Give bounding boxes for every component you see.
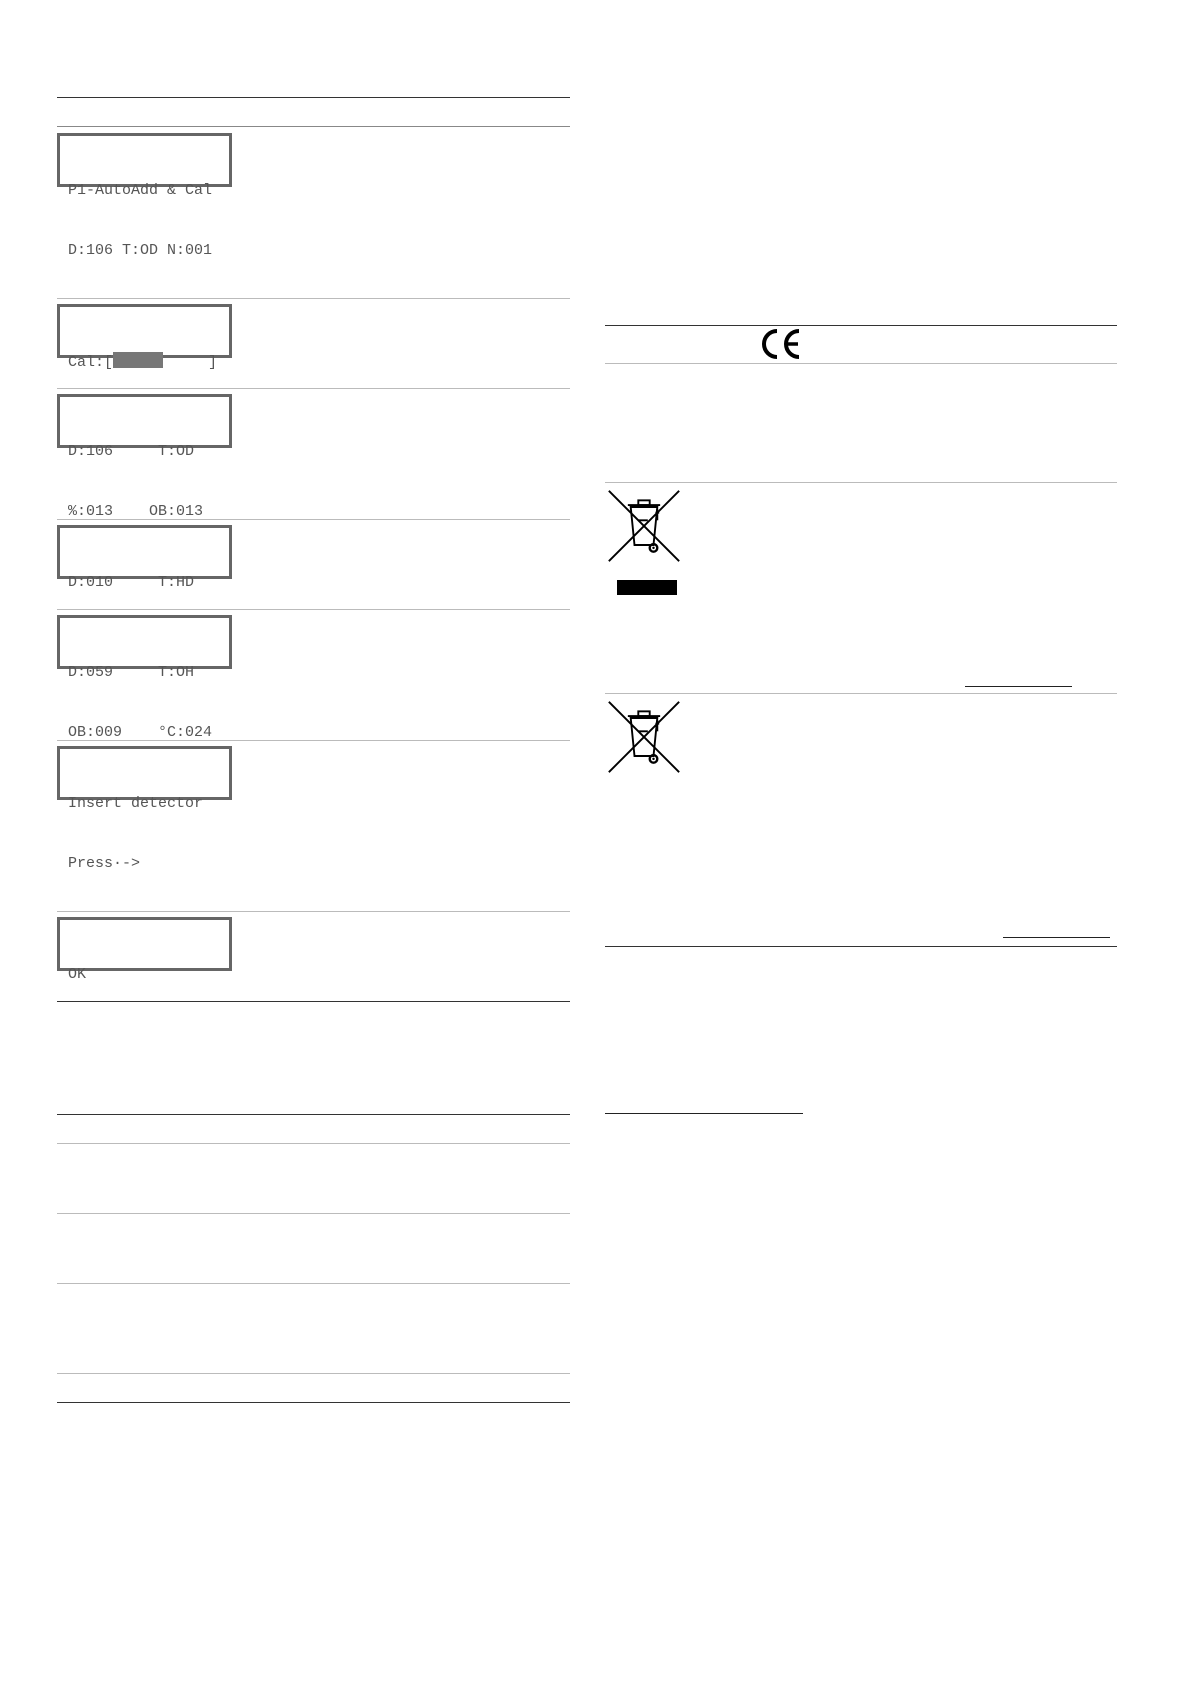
lcd-screen-calibration xyxy=(57,304,232,371)
lcd-line-1: D:059 T:OH xyxy=(68,664,195,681)
table-header-rule xyxy=(57,126,570,127)
lcd-line-2: %:013 OB:013 xyxy=(68,503,204,520)
lcd-line-2: D:106 T:OD N:001 xyxy=(68,242,213,259)
link-underline xyxy=(1003,937,1110,938)
lcd-screen-multi-detector xyxy=(57,615,232,741)
row-divider xyxy=(57,1213,570,1214)
ce-mark-icon xyxy=(757,327,803,361)
calibration-progress-bar xyxy=(113,352,163,368)
regulatory-bottom-rule xyxy=(605,946,1117,947)
lcd-screen-optical-detector xyxy=(57,394,232,520)
row-divider xyxy=(57,1283,570,1284)
link-underline xyxy=(965,686,1072,687)
lcd-screen-heat-detector xyxy=(57,525,232,591)
regulatory-row-divider xyxy=(605,363,1117,364)
table2-top-rule xyxy=(57,1114,570,1115)
lcd-line-1: OK xyxy=(68,966,87,983)
lcd-cal-suffix: ] xyxy=(163,354,218,371)
lcd-line-1: P1-AutoAdd & Cal xyxy=(68,182,213,199)
regulatory-row-divider xyxy=(605,693,1117,694)
lcd-screen-autoadd xyxy=(57,133,232,259)
lcd-line-1: D:010 T:HD xyxy=(68,574,195,591)
crossed-out-wheelie-bin-icon xyxy=(606,699,682,775)
table-top-rule xyxy=(57,97,570,98)
lcd-line-1: Insert detector xyxy=(68,795,204,812)
table2-header-rule xyxy=(57,1143,570,1144)
lcd-line-2: OB:009 °C:024 xyxy=(68,724,213,741)
crossed-out-wheelie-bin-icon xyxy=(606,488,682,564)
regulatory-row-divider xyxy=(605,482,1117,483)
link-underline xyxy=(605,1113,803,1114)
table2-bottom-rule xyxy=(57,1402,570,1403)
regulatory-top-rule xyxy=(605,325,1117,326)
lcd-screen-insert-detector xyxy=(57,746,232,872)
lcd-screen-ok xyxy=(57,917,232,983)
lcd-line-2: Press·-> xyxy=(68,855,141,872)
lcd-cal-prefix: Cal:[ xyxy=(68,354,114,371)
lcd-line-1 xyxy=(68,352,229,373)
row-divider xyxy=(57,1373,570,1374)
lcd-line-1: D:106 T:OD xyxy=(68,443,195,460)
weee-marking-bar xyxy=(617,580,677,595)
